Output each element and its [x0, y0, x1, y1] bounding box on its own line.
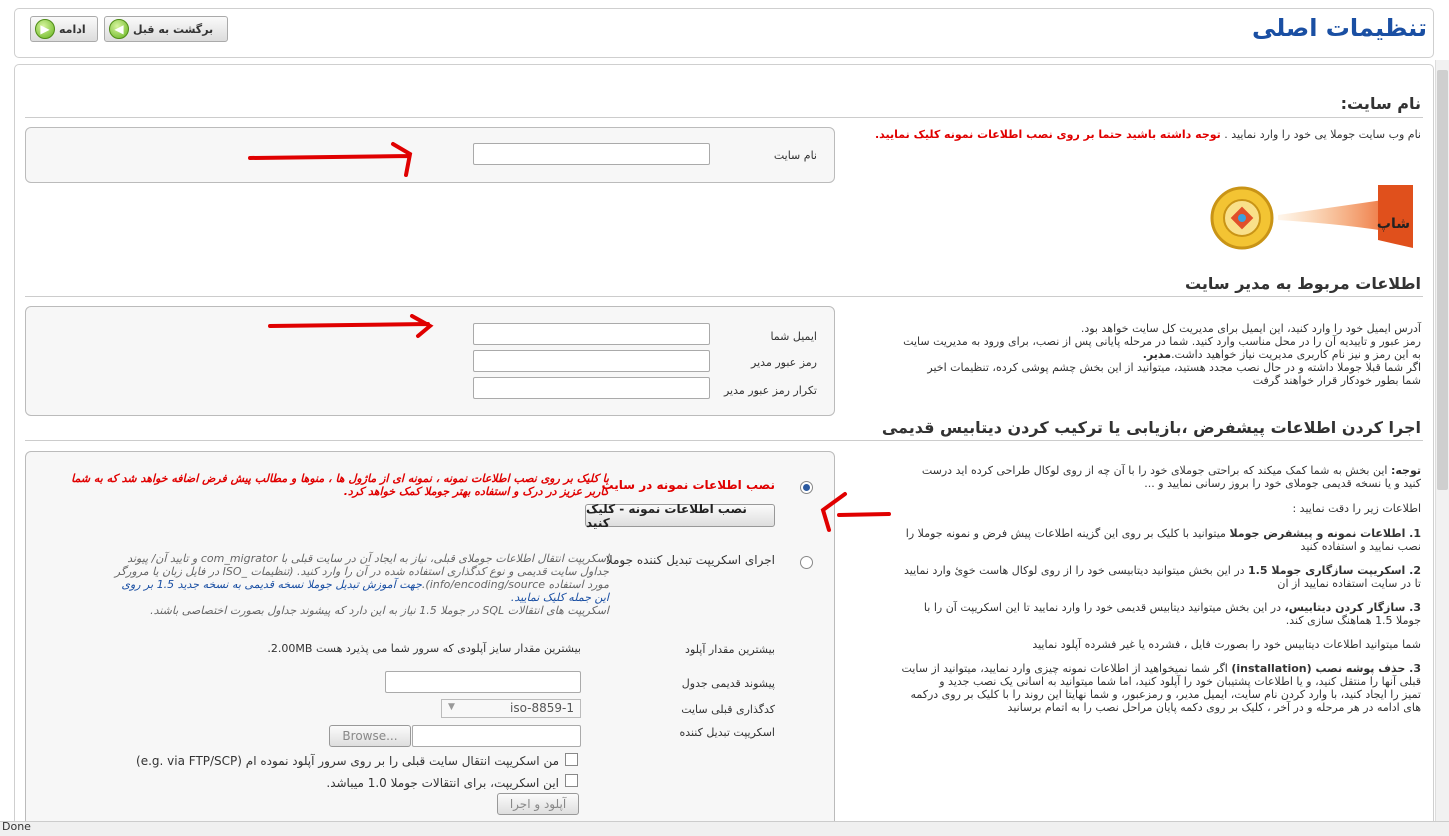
- migration-desc-line: اسکریپت های انتقالات SQL در جوملا 1.5 نیاز به این دارد که پیشوند جداول بصورت اختصاصی باشند.: [150, 604, 609, 617]
- info-item: [861, 601, 1421, 627]
- migration-help-link-2[interactable]: این جمله کلیک نمایید.: [510, 591, 609, 604]
- info-item: [861, 662, 1421, 714]
- joomla10-checkbox-label: این اسکریپت، برای انتقالات جوملا 1.0 میباشد.: [326, 776, 559, 790]
- next-button[interactable]: [30, 16, 98, 42]
- joomla10-checkbox[interactable]: [565, 774, 578, 787]
- browse-button[interactable]: Browse...: [329, 725, 411, 747]
- info-item-text: در این بخش میتوانید دیتابیسی خود را از روی لوکال هاست خوِئ وارد نمایید: [904, 564, 1245, 577]
- info-item-bold: 3. سازگار کردن دیتابیس،: [1284, 601, 1421, 614]
- back-button[interactable]: [104, 16, 228, 42]
- chevron-down-icon: ▼: [448, 702, 455, 712]
- admin-desc: [861, 322, 1421, 387]
- install-sample-button[interactable]: نصب اطلاعات نمونه - کلیک کنید: [585, 504, 775, 527]
- sample-data-desc: با کلیک بر روی نصب اطلاعات نمونه ، نمونه ای از ماژول ها ، منوها و مطالب پیش فرض اضافه خواهد شد که به شما کاربر عزیز در درک و استفاده بهتر جوملا کمک خواهد کرد.: [71, 472, 609, 498]
- migration-desc-text: مورد استفاده info/encoding/source).: [421, 578, 609, 591]
- red-arrow-annotation: [815, 490, 895, 535]
- data-note-bold: توجه:: [1390, 464, 1421, 477]
- password-input[interactable]: [473, 350, 710, 372]
- info-item-line: قبلی آنها را منتقل کنید، و یا اطلاعات پشتیبان خود را آپلود کنید، اما شما میتوانید به اسانی یک نصب جدید و: [939, 675, 1421, 688]
- info-item-bold: 2. اسکریپت سازگاری جوملا 1.5: [1248, 564, 1421, 577]
- admin-desc-line: اگر شما قبلا جوملا داشته و در حال نصب مجدد هستید، میتوانید از این بخش چشم پوشی کرده، تنظیمات اخیر: [927, 361, 1421, 374]
- red-arrow-annotation: [266, 314, 436, 344]
- divider: [25, 296, 1423, 297]
- info-item-line: [861, 662, 1421, 675]
- migration-script-label: اسکریپت تبدیل کننده: [679, 726, 775, 739]
- uploaded-checkbox-label: من اسکریپت انتقال سایت قبلی را بر روی سرور آپلود نموده ام (e.g. via FTP/SCP): [136, 754, 559, 768]
- arrow-left-icon: ◀: [109, 19, 129, 39]
- migration-desc: [49, 552, 609, 617]
- data-note: [861, 464, 1421, 714]
- data-note-line: [861, 464, 1421, 477]
- migration-desc-line: [49, 578, 609, 591]
- status-bar: [0, 821, 1449, 836]
- table-prefix-label: پیشوند قدیمی جدول: [681, 677, 775, 690]
- back-button-label: برگشت به قبل: [133, 22, 214, 36]
- logo-key-icon: [1208, 180, 1418, 250]
- info-item: [861, 564, 1421, 590]
- data-note-text: این بخش به شما کمک میکند که براحتی جوملای خود را با آن چه از روی لوکال طراحی کرده اید درست: [921, 464, 1388, 477]
- info-item-line: شما میتوانید اطلاعات دیتابیس خود را بصورت فایل ، فشرده یا غیر فشرده آپلود نمایید: [1032, 638, 1421, 651]
- info-item-text: در این بخش میتوانید دیتابیس قدیمی خود را وارد نمایید تا این اسکریپت آن را با: [923, 601, 1282, 614]
- site-name-desc: [871, 128, 1421, 141]
- email-label: ایمیل شما: [770, 330, 817, 343]
- max-upload-text: بیشترین مقدار سایز آپلودی که سرور شما می پذیرد هست 2.00MB.: [267, 642, 581, 655]
- scrollbar-thumb[interactable]: [1437, 70, 1448, 490]
- info-item-line: جوملا 1.5 هماهنگ سازی کند.: [1285, 614, 1421, 627]
- sample-data-radio[interactable]: [800, 481, 813, 494]
- upload-run-button[interactable]: آپلود و اجرا: [497, 793, 579, 815]
- logo: [1208, 180, 1418, 250]
- admin-desc-line: شما بطور خودکار قرار خواهند گرفت: [1252, 374, 1421, 387]
- table-prefix-input[interactable]: [385, 671, 581, 693]
- logo-text: شاپ: [1376, 216, 1410, 232]
- site-name-input[interactable]: [473, 143, 710, 165]
- site-name-desc-warning: توجه داشته باشید حتما بر روی نصب اطلاعات نمونه کلیک نمایید.: [874, 128, 1221, 141]
- admin-title: اطلاعات مربوط به مدیر سایت: [1184, 274, 1421, 293]
- info-item-line: [861, 601, 1421, 614]
- admin-desc-text: به این رمز و نیز نام کاربری مدیریت نیاز خواهید داشت.: [1171, 348, 1421, 361]
- migration-desc-line: اسکریپت انتقال اطلاعات جوملای قبلی، نیاز به ایجاد آن در سایت قبلی با com_migrator و تایید آن/ پیوند: [127, 552, 609, 565]
- arrow-right-icon: ▶: [35, 19, 55, 39]
- migration-radio[interactable]: [800, 556, 813, 569]
- email-input[interactable]: [473, 323, 710, 345]
- data-title: اجرا کردن اطلاعات پیشفرض ،بازیابی یا ترکیب کردن دیتابیس قدیمی: [881, 418, 1421, 437]
- encoding-select[interactable]: [441, 699, 581, 718]
- info-item-line: نصب نمایید و استفاده کنید: [1300, 540, 1421, 553]
- uploaded-checkbox[interactable]: [565, 753, 578, 766]
- info-item-text: اگر شما نمیخواهید از اطلاعات نمونه چیزی وارد نمایید، میتوانید از سایت: [901, 662, 1228, 675]
- next-button-label: ادامه: [59, 22, 86, 36]
- migration-desc-line: جداول سایت قدیمی و نوع کدگذاری استفاده شده در آن را وارد کنید. (تنظیمات _ISO در فایل زبان یا مرورگر: [114, 565, 609, 578]
- encoding-value: iso-8859-1: [510, 701, 574, 715]
- info-item-line: تمیز را ایجاد کنید، با وارد کردن نام سایت، ایمیل مدیر، و رمزعبور، و شما نهایتا این روند را با کلیک بر روی درکمه: [910, 688, 1421, 701]
- password-label: رمز عبور مدیر: [751, 356, 817, 369]
- max-upload-label: بیشترین مقدار آپلود: [685, 643, 775, 656]
- migration-file-input[interactable]: [412, 725, 581, 747]
- info-item-text: میتوانید با کلیک بر روی این گزینه اطلاعات پیش فرض و نمونه جوملا را: [905, 527, 1226, 540]
- migration-help-link[interactable]: جهت آموزش تبدیل جوملا نسخه قدیمی به نسخه جدید 1.5 بر روی: [121, 578, 422, 591]
- info-item-line: [861, 527, 1421, 540]
- page-title: تنظیمات اصلی: [1251, 14, 1427, 42]
- info-item-line: [861, 564, 1421, 577]
- sample-data-label: نصب اطلاعات نمونه در سایت: [601, 478, 775, 492]
- admin-desc-line: [861, 348, 1421, 361]
- data-note-line: کنید و یا نسخه قدیمی جوملای خود را بروز رسانی نمایید و ...: [1144, 477, 1421, 490]
- info-item: [861, 527, 1421, 553]
- confirm-password-label: تکرار رمز عبور مدیر: [723, 384, 817, 397]
- site-name-desc-normal: نام وب سایت جوملا یی خود را وارد نمایید .: [1224, 128, 1421, 141]
- status-text: Done: [2, 820, 31, 833]
- divider: [25, 117, 1423, 118]
- admin-desc-line: آدرس ایمیل خود را وارد کنید، این ایمیل برای مدیریت کل سایت خواهد بود.: [1080, 322, 1421, 335]
- site-name-label: نام سایت: [773, 149, 817, 162]
- divider: [25, 440, 1423, 441]
- data-info-intro: اطلاعات زیر را دقت نمایید :: [1292, 502, 1421, 515]
- site-name-title: نام سایت:: [1340, 94, 1421, 113]
- info-item-bold: 1. اطلاعات نمونه و پیشفرض جوملا: [1229, 527, 1421, 540]
- info-item-bold: 3. حذف پوشه نصب (installation): [1231, 662, 1421, 675]
- admin-desc-line: رمز عبور و تاییدیه آن را در محل مناسب وارد کنید. شما در مرحله پایانی پس از نصب، برای ورود به مدیریت سایت: [903, 335, 1421, 348]
- confirm-password-input[interactable]: [473, 377, 710, 399]
- info-item-line: تا در سایت استفاده نمایید از ان: [1277, 577, 1421, 590]
- red-arrow-annotation: [248, 140, 418, 180]
- admin-desc-bold: مدیر.: [1142, 348, 1172, 361]
- info-item-line: های ادامه در هر مرحله و در آخر ، کلیک بر روی دکمه پایان مراحل نصب را به اتمام برسانید: [1007, 701, 1421, 714]
- site-name-fieldset: [25, 127, 835, 183]
- migration-label: اجرای اسکریپت تبدیل کننده جوملا: [605, 553, 775, 567]
- encoding-label: کدگذاری قبلی سایت: [681, 703, 775, 716]
